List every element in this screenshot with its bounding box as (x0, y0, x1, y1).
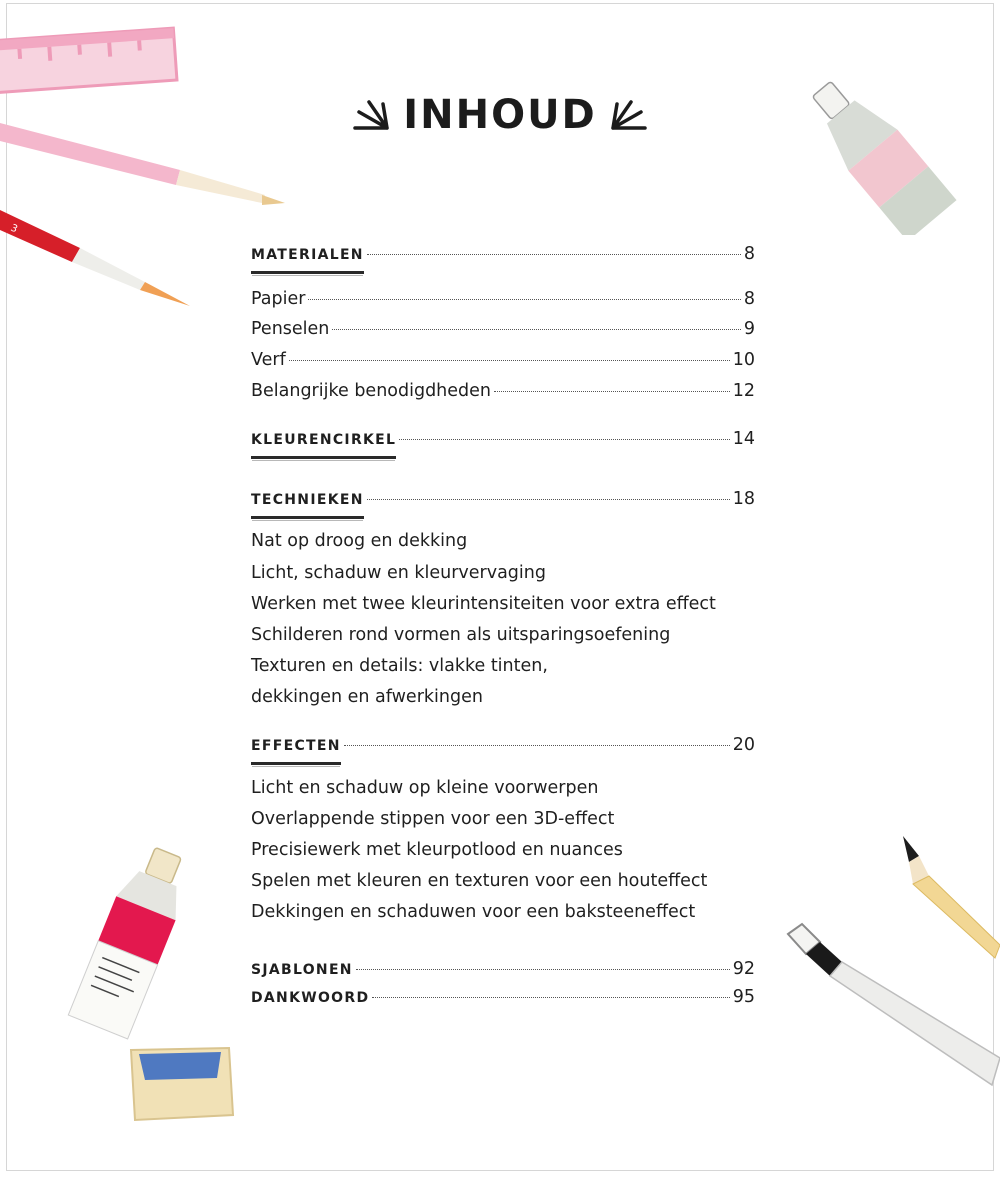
section-label: SJABLONEN (251, 962, 353, 978)
red-paint-tube-illustration (55, 845, 205, 1045)
toc-entry[interactable] (251, 318, 755, 340)
entry-label: Belangrijke benodigdheden (251, 381, 492, 401)
page-number: 10 (732, 350, 755, 370)
page-number: 12 (732, 381, 755, 401)
toc-subitem[interactable]: Texturen en details: vlakke tinten, (251, 656, 548, 676)
toc-subitem[interactable]: Spelen met kleuren en texturen voor een houteffect (251, 871, 708, 891)
toc-section-materialen[interactable] (251, 243, 755, 268)
dot-leader (372, 997, 729, 998)
dot-leader (399, 439, 729, 440)
dot-leader (289, 360, 730, 361)
title-row (0, 92, 1000, 138)
toc-section-sjablonen[interactable] (251, 958, 755, 983)
dot-leader (494, 391, 730, 392)
page-title: INHOUD (403, 92, 597, 138)
toc-subitem[interactable]: Overlappende stippen voor een 3D-effect (251, 809, 615, 829)
svg-text:3: 3 (8, 222, 20, 236)
dot-leader (367, 499, 730, 500)
toc-subitem[interactable]: Licht en schaduw op kleine voorwerpen (251, 778, 599, 798)
entry-label: Verf (251, 350, 286, 370)
red-brush-illustration (0, 200, 200, 315)
section-label: MATERIALEN (251, 244, 364, 268)
entry-label: Papier (251, 289, 306, 309)
toc-subitem[interactable]: Schilderen rond vormen als uitsparingsoefening (251, 625, 671, 645)
toc-section-technieken[interactable] (251, 488, 755, 513)
dot-leader (332, 329, 740, 330)
section-label: EFFECTEN (251, 735, 341, 759)
toc-subitem[interactable]: Licht, schaduw en kleurvervaging (251, 563, 546, 583)
dot-leader (344, 745, 730, 746)
entry-label: Penselen (251, 319, 330, 339)
toc-subitem[interactable]: Precisiewerk met kleurpotlood en nuances (251, 840, 623, 860)
page-number: 95 (732, 987, 755, 1007)
page-number: 8 (743, 244, 755, 264)
toc-subitem[interactable]: Dekkingen en schaduwen voor een baksteeneffect (251, 902, 696, 922)
toc-section-kleurencirkel[interactable] (251, 428, 755, 453)
page-number: 14 (732, 429, 755, 449)
toc-section-effecten[interactable] (251, 734, 755, 759)
page-number: 92 (732, 959, 755, 979)
toc-subitem[interactable]: Nat op droog en dekking (251, 531, 468, 551)
toc-entry[interactable] (251, 380, 755, 402)
dot-leader (308, 299, 740, 300)
page-number: 9 (743, 319, 755, 339)
water-brush-illustration (780, 920, 1000, 1090)
burst-left-icon (353, 100, 389, 130)
dot-leader (356, 969, 730, 970)
page-number: 20 (732, 735, 755, 755)
toc-subitem[interactable]: Werken met twee kleurintensiteiten voor extra effect (251, 594, 716, 614)
toc-entry[interactable] (251, 288, 755, 310)
section-label: KLEURENCIRKEL (251, 429, 396, 453)
toc-section-dankwoord[interactable] (251, 986, 755, 1011)
dot-leader (367, 254, 741, 255)
page-number: 8 (743, 289, 755, 309)
section-label: DANKWOORD (251, 990, 370, 1006)
page-number: 18 (732, 489, 755, 509)
ruler-illustration (0, 10, 185, 100)
toc-entry[interactable] (251, 349, 755, 371)
section-label: TECHNIEKEN (251, 489, 364, 513)
toc-subitem[interactable]: dekkingen en afwerkingen (251, 687, 483, 707)
blue-paint-pan-illustration (125, 1040, 240, 1125)
burst-right-icon (611, 100, 647, 130)
